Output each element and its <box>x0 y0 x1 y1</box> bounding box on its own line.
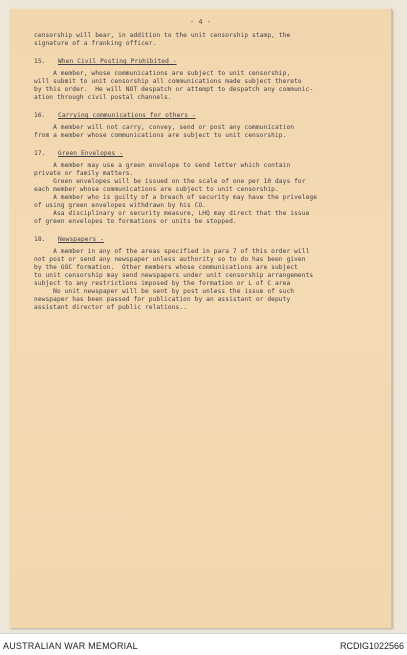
text-line: to unit censorship may send newspapers under unit censorship arrangements <box>34 272 314 279</box>
text-line: each member whose communications are subject to unit censorship. <box>34 186 279 193</box>
section-title: When Civil Posting Prohibited - <box>58 58 177 65</box>
section-18 <box>34 236 379 312</box>
section-title: Newspapers - <box>58 236 104 243</box>
text-line: from a member whose communications are subject to unit censorship. <box>34 132 287 139</box>
section-heading <box>34 150 379 158</box>
text-line: of green envelopes to formations or units be stopped. <box>34 218 237 225</box>
text-line: of using green envelopes withdrawn by his CO. <box>34 202 207 209</box>
text-line: assistant director of public relations.. <box>34 304 188 311</box>
text-line: ation through civil postal channels. <box>34 94 172 101</box>
section-number: 16. <box>34 112 46 119</box>
section-heading <box>34 58 379 66</box>
text-line: subject to any restrictions imposed by the formation or L of C area <box>34 280 291 287</box>
text-line: A member in any of the areas specified in para 7 of this order will <box>34 248 310 255</box>
intro-paragraph <box>34 32 379 48</box>
section-number: 18. <box>34 236 46 243</box>
section-heading <box>34 112 379 120</box>
text-line: No unit newspaper will be sent by post unless the issue of such <box>34 288 295 295</box>
text-line: A member will not carry, convey, send or post any communication <box>34 124 295 131</box>
document-page <box>10 9 392 628</box>
document-body <box>34 32 379 312</box>
text-line: by the GOC formation. Other members whose communications are subject <box>34 264 298 271</box>
text-line: censorship will bear, in addition to the unit censorship stamp, the <box>34 32 291 39</box>
section-title: Carrying communications for others - <box>58 112 196 119</box>
text-line: by this order. He will NOT despatch or attempt to despatch any communic- <box>34 86 314 93</box>
text-line: private or family matters. <box>34 170 134 177</box>
section-title: Green Envelopes - <box>58 150 124 157</box>
archive-footer <box>0 633 407 655</box>
section-15 <box>34 58 379 102</box>
text-line: A member who is guilty of a breach of security may have the privelege <box>34 194 318 201</box>
text-line: not post or send any newspaper unless authority so to do has been given <box>34 256 306 263</box>
section-number: 17. <box>34 150 46 157</box>
text-line: A member may use a green envelope to send letter which contain <box>34 162 291 169</box>
text-line: signature of a franking officer. <box>34 40 157 47</box>
section-number: 15. <box>34 58 46 65</box>
section-17 <box>34 150 379 226</box>
text-line: Asa disciplinary or security measure, LHQ may direct that the issue <box>34 210 310 217</box>
record-id: RCDIG1022566 <box>339 641 404 651</box>
text-line: will submit to unit censorship all communications made subject thereto <box>34 78 302 85</box>
section-heading <box>34 236 379 244</box>
page-number: - 4 - <box>189 18 212 26</box>
text-line: newspaper has been passed for publication by an assistant or deputy <box>34 296 291 303</box>
text-line: A member, whose communications are subject to unit censorship, <box>34 70 291 77</box>
text-line: Green envelopes will be issued on the scale of one per 10 days for <box>34 178 306 185</box>
institution-name: AUSTRALIAN WAR MEMORIAL <box>3 641 138 651</box>
section-16 <box>34 112 379 140</box>
